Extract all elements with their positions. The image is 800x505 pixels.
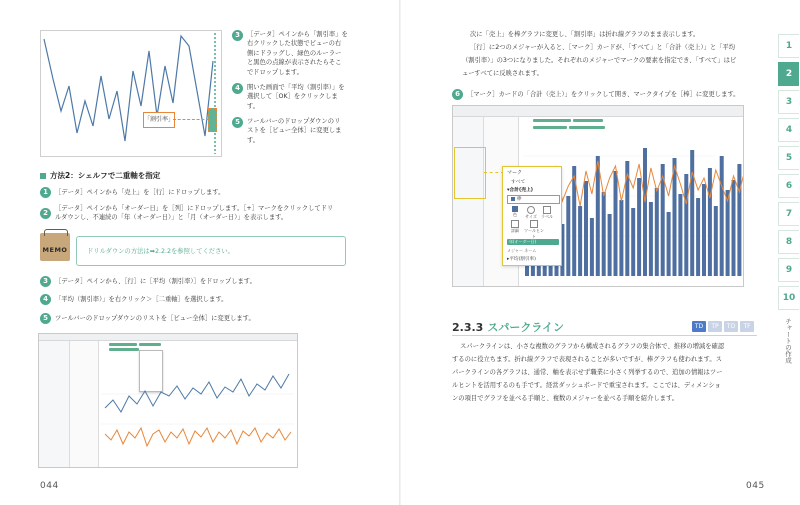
step-text: ［データ］ペインから、［行］に［平均（割引率）］をドロップします。 bbox=[55, 278, 256, 285]
memo-label: MEMO bbox=[42, 246, 68, 254]
dual-line-svg bbox=[39, 334, 297, 467]
mark-type-value: 棒 bbox=[517, 197, 522, 202]
marks-card-item-discount[interactable] bbox=[507, 256, 536, 262]
step-text: 側にドラッグし、緑色のルーラー bbox=[247, 49, 342, 57]
sales-bar bbox=[678, 194, 682, 276]
method-heading-text: 方法2：シェルフで二重軸を指定 bbox=[50, 171, 161, 180]
side-caption: チャートの作成 bbox=[784, 318, 792, 364]
mark-buttons bbox=[507, 206, 559, 240]
sales-bar bbox=[714, 206, 718, 276]
body-line: パークラインの各グラフは、通常、軸を表示せず職業に小さく列挙するので、追加の情報はツー bbox=[452, 369, 723, 376]
label-button[interactable] bbox=[539, 206, 555, 220]
sales-bar bbox=[643, 148, 647, 276]
sales-bar bbox=[655, 188, 659, 276]
step-number: 1 bbox=[40, 187, 51, 198]
step-3 bbox=[40, 276, 256, 287]
sales-bar bbox=[684, 174, 688, 276]
color-button[interactable] bbox=[507, 206, 523, 218]
label-icon bbox=[543, 206, 551, 214]
sales-bar bbox=[608, 214, 612, 276]
chapter-tab-5[interactable]: 5 bbox=[778, 146, 799, 170]
intro-line: 次に「売上」を棒グラフに変更し、「割引率」は折れ線グラフのまま表示します。 bbox=[470, 31, 700, 38]
step-text: と黒色の点線が表示されたらそこ bbox=[247, 59, 342, 67]
sales-bar bbox=[690, 150, 694, 276]
chapter-tab-8[interactable]: 8 bbox=[778, 230, 799, 254]
bar-line-chart-svg bbox=[453, 106, 743, 286]
step-6 bbox=[452, 89, 739, 100]
highlight-dash-connector bbox=[484, 172, 504, 173]
sales-bar bbox=[578, 206, 582, 276]
chapter-tab-6[interactable]: 6 bbox=[778, 174, 799, 198]
step-text: ストを［ビュー全体］に変更しま bbox=[247, 127, 342, 135]
tooltip-icon bbox=[530, 220, 538, 228]
step-text: ツールバーのドロップダウンのリストを［ビュー全体］に変更します。 bbox=[55, 315, 255, 322]
bottom-tableau-screenshot bbox=[38, 333, 298, 468]
sales-bar bbox=[584, 181, 588, 276]
step-number: 5 bbox=[232, 117, 243, 128]
body-line: ルヒントを活用するのも手です。経営ダッシュボードで重宝されます。ここでは、ディメンショ bbox=[452, 382, 721, 389]
memo-text: ドリルダウンの方法は➡2.2.2を参照してください。 bbox=[87, 248, 234, 255]
button-label: 色 bbox=[513, 212, 517, 217]
top-line-chart-screenshot bbox=[40, 30, 222, 157]
sales-line bbox=[44, 36, 213, 141]
button-label: ラベル bbox=[541, 214, 553, 219]
marks-card-title: マーク bbox=[507, 170, 523, 176]
sales-bar bbox=[631, 208, 635, 276]
marks-card-item-label: 合計(売上) bbox=[509, 188, 533, 193]
intro-line: （割引率）」の3つになりました。それぞれのメジャーでマークの要素を指定でき、「すべて」はビ bbox=[462, 57, 737, 64]
step-text: 「平均（割引率）」を右クリック＞［二重軸］を選択します。 bbox=[55, 296, 228, 303]
detail-button[interactable] bbox=[507, 220, 523, 240]
step-number: 5 bbox=[40, 313, 51, 324]
chapter-tab-4[interactable]: 4 bbox=[778, 118, 799, 142]
sales-bar bbox=[602, 192, 606, 276]
section-heading bbox=[452, 319, 564, 335]
chapter-tab-7[interactable]: 7 bbox=[778, 202, 799, 226]
body-line: ンの項目でグラフを並べる手順と、複数のメジャーを並べる手順を紹介します。 bbox=[452, 395, 679, 402]
data-pane-highlight bbox=[454, 147, 486, 199]
step-text: ルダウンし、不連続の「年（オーダー日）」と「月（オーダー日）」を表示します。 bbox=[55, 214, 288, 222]
step-text: ツールバーのドロップダウンのリ bbox=[247, 118, 341, 125]
sales-bar bbox=[590, 218, 594, 276]
marks-card-item-all[interactable]: すべて bbox=[511, 180, 526, 185]
section-title: スパークライン bbox=[487, 321, 564, 334]
step-2 bbox=[40, 204, 333, 223]
marks-card-item-sales[interactable] bbox=[507, 186, 533, 193]
callout-box: 「割引率」 bbox=[143, 112, 175, 128]
chapter-tab-10[interactable]: 10 bbox=[778, 286, 799, 310]
step-1 bbox=[40, 187, 224, 198]
sales-bar bbox=[696, 198, 700, 276]
sales-bar bbox=[732, 180, 736, 276]
chevron-down-icon: ▾ bbox=[507, 188, 510, 193]
step-text: ［マーク］カードの「合計（売上）」をクリックして開き、マークタイプを［棒］に変更します。 bbox=[467, 91, 740, 98]
sales-bar bbox=[596, 156, 600, 276]
step-text: す。 bbox=[247, 102, 260, 110]
sales-bar bbox=[614, 171, 618, 276]
marks-card-extra: メジャー ネーム bbox=[507, 248, 537, 253]
memo-box bbox=[76, 236, 346, 266]
badge-td: TD bbox=[692, 321, 706, 332]
step-text: でドロップします。 bbox=[247, 68, 303, 76]
step-text: 選択して［OK］をクリックしま bbox=[247, 93, 338, 101]
intro-line: ューすべてに反映されます。 bbox=[462, 70, 543, 77]
tooltip-button[interactable] bbox=[523, 220, 545, 240]
bar-line-tableau-screenshot bbox=[452, 105, 744, 287]
step-text: ［データ］ペインから「割引率」を bbox=[247, 31, 348, 38]
green-ruler-marker bbox=[208, 108, 217, 132]
badge-tp: TP bbox=[708, 321, 722, 332]
step-text: 開いた画面で「平均（割引率）」を bbox=[247, 84, 345, 91]
size-button[interactable] bbox=[523, 206, 539, 220]
intro-paragraph bbox=[462, 28, 736, 80]
step-4 bbox=[40, 294, 227, 305]
chapter-tab-3[interactable]: 3 bbox=[778, 90, 799, 114]
badge-to: TO bbox=[724, 321, 738, 332]
badge-tf: TF bbox=[740, 321, 754, 332]
top-step-3 bbox=[232, 30, 348, 77]
button-label: ツールヒント bbox=[524, 228, 544, 239]
button-label: 詳細 bbox=[511, 228, 519, 233]
sales-bar bbox=[619, 200, 623, 276]
sales-line bbox=[105, 374, 289, 412]
sales-bar bbox=[737, 164, 741, 276]
step-text: ［データ］ペインから「売上」を［行］にドロップします。 bbox=[55, 189, 225, 196]
top-step-5 bbox=[232, 117, 341, 145]
sales-bar bbox=[637, 178, 641, 276]
step-5 bbox=[40, 313, 255, 324]
sales-bar bbox=[708, 168, 712, 276]
top-step-4 bbox=[232, 83, 345, 111]
sales-bar bbox=[566, 196, 570, 276]
marks-card-item-label: 平均(割引率) bbox=[509, 257, 536, 262]
page-number-left: 044 bbox=[40, 481, 59, 491]
step-number: 6 bbox=[452, 89, 463, 100]
callout-dash bbox=[173, 119, 209, 120]
step-text: ［データ］ペインから「オーダー日」を［列］にドロップします。［+］マークをクリックしてドリ bbox=[55, 205, 334, 212]
detail-icon bbox=[511, 220, 519, 228]
step-text: す。 bbox=[247, 136, 260, 144]
step-number: 4 bbox=[232, 83, 243, 94]
marks-pill[interactable]: 年(オーダー日) bbox=[507, 239, 559, 245]
page-number-right: 045 bbox=[746, 481, 765, 491]
section-underline bbox=[452, 335, 757, 336]
mark-type-select[interactable] bbox=[507, 195, 560, 204]
step-number: 3 bbox=[40, 276, 51, 287]
chapter-tab-1[interactable]: 1 bbox=[778, 34, 799, 58]
sales-bar bbox=[726, 190, 730, 276]
body-line: するのに役立ちます。折れ線グラフで表現されることが多いですが、棒グラフも使われます。ス bbox=[452, 356, 722, 363]
square-bullet-icon bbox=[40, 173, 46, 179]
memo-icon bbox=[40, 233, 70, 261]
body-line: スパークラインは、小さな複数のグラフから構成されるグラフの集合体で、推移の増減を確認 bbox=[460, 343, 725, 350]
sales-bar bbox=[649, 202, 653, 276]
sales-bar bbox=[667, 212, 671, 276]
chapter-tab-9[interactable]: 9 bbox=[778, 258, 799, 282]
sales-bar bbox=[720, 156, 724, 276]
bar-chart-icon bbox=[511, 197, 515, 201]
line-chart-svg bbox=[41, 31, 221, 156]
step-number: 2 bbox=[40, 208, 51, 219]
step-number: 3 bbox=[232, 30, 243, 41]
method-heading bbox=[40, 170, 160, 181]
discount-line bbox=[105, 428, 291, 446]
section-body bbox=[452, 340, 724, 405]
section-number: 2.3.3 bbox=[452, 321, 484, 334]
sales-bar bbox=[702, 184, 706, 276]
chevron-right-icon: ▸ bbox=[507, 257, 510, 262]
step-number: 4 bbox=[40, 294, 51, 305]
step-text: 右クリックした状態でビューの右 bbox=[247, 40, 342, 48]
chapter-tab-2[interactable]: 2 bbox=[778, 62, 799, 86]
tool-badges bbox=[692, 321, 754, 332]
size-icon bbox=[527, 206, 535, 214]
marks-card-zoom bbox=[502, 166, 562, 266]
right-page bbox=[400, 0, 800, 505]
button-label: サイズ bbox=[525, 214, 537, 219]
intro-line: ［行］に2つのメジャーが入ると、［マーク］カードが、「すべて」と「合計（売上）」と「平均 bbox=[470, 44, 736, 51]
